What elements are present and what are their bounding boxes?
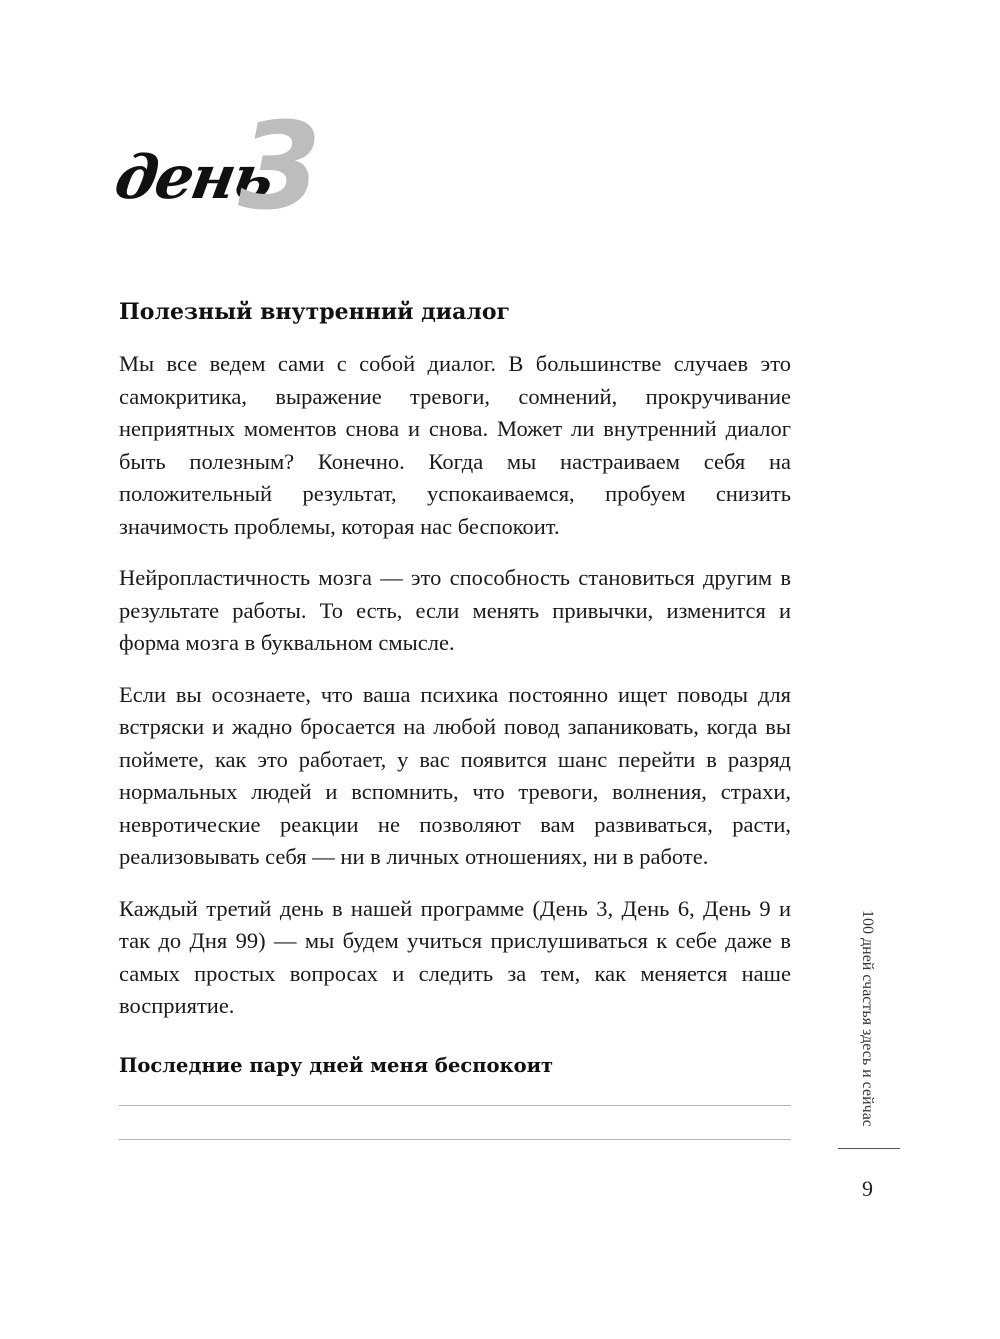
footer-divider [838,1148,900,1149]
running-title: 100 дней счастья здесь и сейчас [859,910,876,1127]
day-heading [108,98,322,248]
day-word: день [109,143,278,213]
journal-prompt: Последние пару дней меня беспокоит [119,1053,554,1077]
paragraph: Каждый третий день в нашей программе (День 3, День 6, День 9 и так до Дня 99) — мы будем учиться прислушиваться к себе даже в самых простых вопросах и следить за тем, как меняется наше восприятие. [119,895,791,1018]
paragraph: Если вы осознаете, что ваша психика постоянно ищет поводы для встряски и жадно бросается на любой повод запаниковать, когда вы поймете, как это работает, у вас появится шанс перейти в разряд нормальных людей и вспомнить, что тревоги, волнения, страхи, невротические реакции не позволяют вам развиваться, расти, реализовывать себя — ни в личных отношениях, ни в работе. [119,681,791,869]
paragraph: Нейропластичность мозга — это способность становиться другим в результате работы. То есть, если менять привычки, изменится и форма мозга в буквальном смысле. [119,565,791,655]
writing-line [119,1105,791,1106]
writing-line [119,1139,791,1140]
section-title: Полезный внутренний диалог [119,299,511,325]
paragraph: Мы все ведем сами с собой диалог. В большинстве случаев это самокритика, выражение тревоги, сомнений, прокручивание неприятных моментов снова и снова. Может ли внутренний диалог быть полезным? Конечно. Когда мы настраиваем себя на положительный результат, успокаиваемся, пробуем снизить значимость проблемы, которая нас беспокоит. [119,351,791,539]
main-content [119,296,791,1140]
page-number: 9 [862,1176,873,1201]
day-number: 3 [238,98,322,237]
